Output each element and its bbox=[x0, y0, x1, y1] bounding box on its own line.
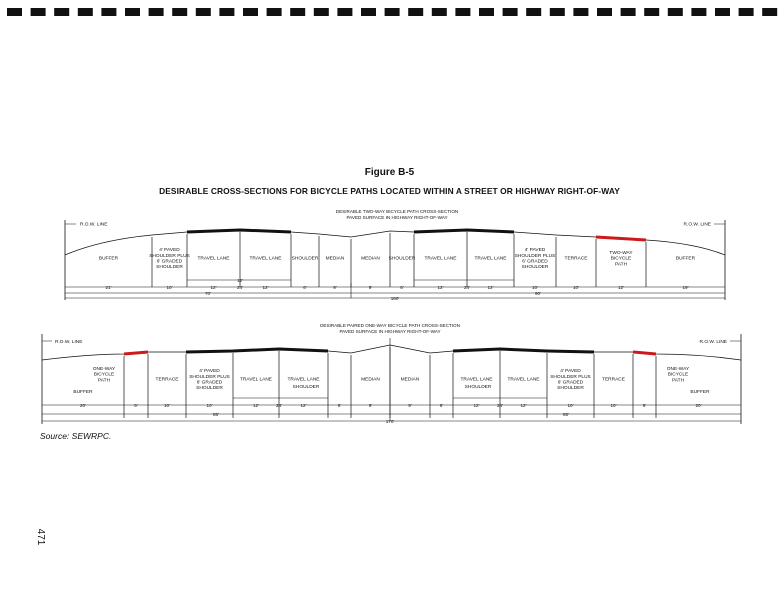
path-label-left: PATH bbox=[97, 378, 111, 384]
binding-hole bbox=[715, 8, 730, 16]
segment-label: TWO-WAY bbox=[609, 250, 633, 256]
binding-hole bbox=[739, 8, 754, 16]
path-label-right: PATH bbox=[671, 378, 685, 384]
segment-label: MEDIAN bbox=[400, 377, 420, 383]
buffer-label-right: BUFFER bbox=[690, 390, 710, 395]
half-dim: 85' bbox=[563, 412, 569, 417]
segment-label: 6' GRADED bbox=[557, 380, 584, 386]
segment-label: SHOULDER PLUS bbox=[149, 253, 190, 259]
binding-hole bbox=[644, 8, 659, 16]
segment-label: BUFFER bbox=[675, 256, 696, 262]
segment-label: SHOULDER bbox=[521, 265, 549, 271]
binding-hole bbox=[31, 8, 46, 16]
segment-label: TRAVEL LANE bbox=[240, 377, 272, 383]
segment-dim: 6' bbox=[400, 285, 404, 290]
binding-hole bbox=[597, 8, 612, 16]
pavement-right bbox=[453, 349, 594, 352]
spiral-binding bbox=[0, 0, 779, 30]
two-way-cross-section bbox=[65, 209, 725, 301]
segment-label: SHOULDER bbox=[156, 265, 183, 271]
segment-label: MEDIAN bbox=[361, 377, 380, 383]
bike-path-red-right bbox=[633, 352, 656, 354]
binding-hole bbox=[385, 8, 400, 16]
lane-pair-dim: 24' bbox=[464, 285, 470, 290]
binding-hole bbox=[290, 8, 305, 16]
path-label-left: BICYCLE bbox=[93, 372, 115, 378]
segment-dim: 12' bbox=[520, 403, 527, 408]
segment-label: TERRACE bbox=[602, 377, 625, 383]
half-dim: 70' bbox=[205, 291, 211, 296]
segment-dim: 20' bbox=[695, 403, 702, 408]
binding-hole bbox=[503, 8, 518, 16]
segment-dim: 12' bbox=[487, 285, 494, 290]
segment-label: 4' PAVED bbox=[524, 248, 546, 254]
binding-hole bbox=[78, 8, 93, 16]
segment-dim: 6' bbox=[439, 403, 444, 408]
binding-hole bbox=[149, 8, 164, 16]
segment-dim: 6' bbox=[303, 285, 307, 290]
binding-hole bbox=[361, 8, 376, 16]
binding-hole bbox=[196, 8, 211, 16]
segment-dim: 12' bbox=[210, 285, 217, 290]
segment-dim: 10' bbox=[573, 285, 579, 290]
binding-hole bbox=[621, 8, 636, 16]
segment-dim: 21' bbox=[105, 285, 112, 290]
binding-hole bbox=[172, 8, 187, 16]
segment-dim: 10' bbox=[567, 403, 574, 408]
shoulder-label: SHOULDER bbox=[292, 385, 320, 390]
binding-hole bbox=[314, 8, 329, 16]
segment-label: TRAVEL LANE bbox=[507, 377, 540, 383]
bike-path-red-left bbox=[124, 352, 148, 354]
segment-dim: 9' bbox=[368, 285, 373, 290]
binding-hole bbox=[762, 8, 777, 16]
segment-dim: 12' bbox=[618, 285, 624, 290]
segment-label: 4' PAVED bbox=[560, 369, 581, 375]
segment-label: PATH bbox=[614, 262, 628, 268]
segment-label: 6' GRADED bbox=[156, 259, 183, 265]
lane-pair-dim: 24' bbox=[497, 403, 503, 408]
segment-label: TRAVEL LANE bbox=[249, 256, 282, 262]
segment-label: MEDIAN bbox=[361, 256, 380, 262]
binding-hole bbox=[267, 8, 282, 16]
segment-dim: 10' bbox=[610, 403, 617, 408]
binding-hole bbox=[432, 8, 447, 16]
segment-label: 6' GRADED bbox=[522, 259, 548, 265]
binding-hole bbox=[408, 8, 423, 16]
half-dim: 85' bbox=[213, 412, 219, 417]
segment-dim: 10' bbox=[164, 403, 170, 408]
segment-label: TRAVEL LANE bbox=[424, 256, 457, 262]
pavement-left bbox=[186, 349, 328, 352]
binding-hole bbox=[550, 8, 565, 16]
binding-hole bbox=[691, 8, 706, 16]
segment-label: BUFFER bbox=[98, 256, 119, 262]
row-label-left: R.O.W. LINE bbox=[80, 222, 108, 228]
source-note: Source: SEWRPC. bbox=[40, 431, 112, 441]
segment-label: SHOULDER PLUS bbox=[514, 253, 556, 259]
segment-label: 6' GRADED bbox=[196, 380, 223, 386]
segment-dim: 9' bbox=[368, 403, 373, 408]
pavement-right bbox=[414, 230, 514, 232]
segment-label: MEDIAN bbox=[325, 256, 345, 262]
segment-label: TRAVEL LANE bbox=[474, 256, 507, 262]
segment-label: TERRACE bbox=[564, 256, 588, 262]
segment-dim: 10' bbox=[532, 285, 538, 290]
segment-dim: 12' bbox=[300, 403, 307, 408]
total-dim: 160' bbox=[390, 296, 400, 301]
segment-label: TRAVEL LANE bbox=[197, 256, 230, 262]
binding-hole bbox=[668, 8, 683, 16]
segment-dim: 19' bbox=[682, 285, 689, 290]
buffer-label-left: BUFFER bbox=[73, 390, 93, 395]
segment-dim: 20' bbox=[80, 403, 86, 408]
shoulder-label: SHOULDER bbox=[464, 385, 492, 390]
binding-hole bbox=[7, 8, 22, 16]
path-label-left: ONE-WAY bbox=[92, 366, 116, 372]
diagram-caption: DESIRABLE PAIRED ONE-WAY BICYCLE PATH CROSS-SECTION bbox=[320, 323, 460, 328]
paired-one-way-cross-section bbox=[42, 323, 741, 424]
binding-hole bbox=[526, 8, 541, 16]
binding-hole bbox=[573, 8, 588, 16]
page-number: 471 bbox=[35, 528, 46, 546]
segment-dim: 12' bbox=[473, 403, 480, 408]
segment-label: SHOULDER PLUS bbox=[550, 374, 591, 380]
binding-hole bbox=[101, 8, 116, 16]
binding-hole bbox=[125, 8, 140, 16]
binding-hole bbox=[219, 8, 234, 16]
diagram-caption: DESIRABLE TWO-WAY BICYCLE PATH CROSS-SECTION bbox=[335, 209, 459, 214]
segment-label: 4' PAVED bbox=[159, 248, 180, 254]
segment-label: TRAVEL LANE bbox=[287, 377, 320, 383]
bike-path-red bbox=[596, 237, 646, 240]
segment-label: 4' PAVED bbox=[199, 369, 220, 375]
segment-dim: 6' bbox=[642, 403, 647, 408]
binding-hole bbox=[455, 8, 470, 16]
row-label-right: R.O.W. LINE bbox=[683, 222, 711, 228]
diagram-caption: PAVED SURFACE IN HIGHWAY RIGHT-OF-WAY bbox=[339, 329, 441, 334]
figure-title: DESIRABLE CROSS-SECTIONS FOR BICYCLE PATHS LOCATED WITHIN A STREET OR HIGHWAY RIGHT-OF-WAY bbox=[159, 186, 620, 196]
lane-dim: 12' bbox=[237, 278, 243, 283]
total-dim: 170' bbox=[385, 419, 395, 424]
segment-dim: 9' bbox=[333, 285, 337, 290]
segment-label: TRAVEL LANE bbox=[460, 377, 493, 383]
lane-pair-dim: 24' bbox=[237, 285, 243, 290]
cross-section-diagrams bbox=[0, 205, 779, 435]
segment-dim: 6' bbox=[337, 403, 342, 408]
figure-number: Figure B-5 bbox=[364, 167, 415, 178]
segment-dim: 9' bbox=[408, 403, 412, 408]
segment-dim: 10' bbox=[166, 285, 173, 290]
segment-dim: 6' bbox=[134, 403, 138, 408]
segment-label: TERRACE bbox=[155, 377, 179, 383]
segment-dim: 10' bbox=[206, 403, 213, 408]
path-label-right: BICYCLE bbox=[667, 372, 689, 378]
diagram-caption: PAVED SURFACE IN HIGHWAY RIGHT-OF-WAY bbox=[346, 215, 448, 220]
lane-pair-dim: 24' bbox=[276, 403, 282, 408]
segment-label: SHOULDER PLUS bbox=[189, 374, 230, 380]
segment-label: SHOULDER bbox=[388, 256, 416, 262]
binding-hole bbox=[54, 8, 69, 16]
row-label-left: R.O.W. LINE bbox=[55, 340, 83, 345]
binding-hole bbox=[243, 8, 258, 16]
segment-label: SHOULDER bbox=[196, 386, 223, 392]
pavement-left bbox=[187, 230, 291, 232]
segment-label: SHOULDER bbox=[557, 386, 584, 392]
binding-hole bbox=[337, 8, 352, 16]
segment-label: SHOULDER bbox=[291, 256, 319, 262]
binding-hole bbox=[479, 8, 494, 16]
segment-dim: 12' bbox=[253, 403, 259, 408]
row-label-right: R.O.W. LINE bbox=[699, 340, 727, 345]
half-dim: 90' bbox=[535, 291, 541, 296]
segment-label: BICYCLE bbox=[610, 256, 632, 262]
segment-dim: 12' bbox=[262, 285, 269, 290]
path-label-right: ONE-WAY bbox=[666, 366, 690, 372]
segment-dim: 12' bbox=[437, 285, 444, 290]
